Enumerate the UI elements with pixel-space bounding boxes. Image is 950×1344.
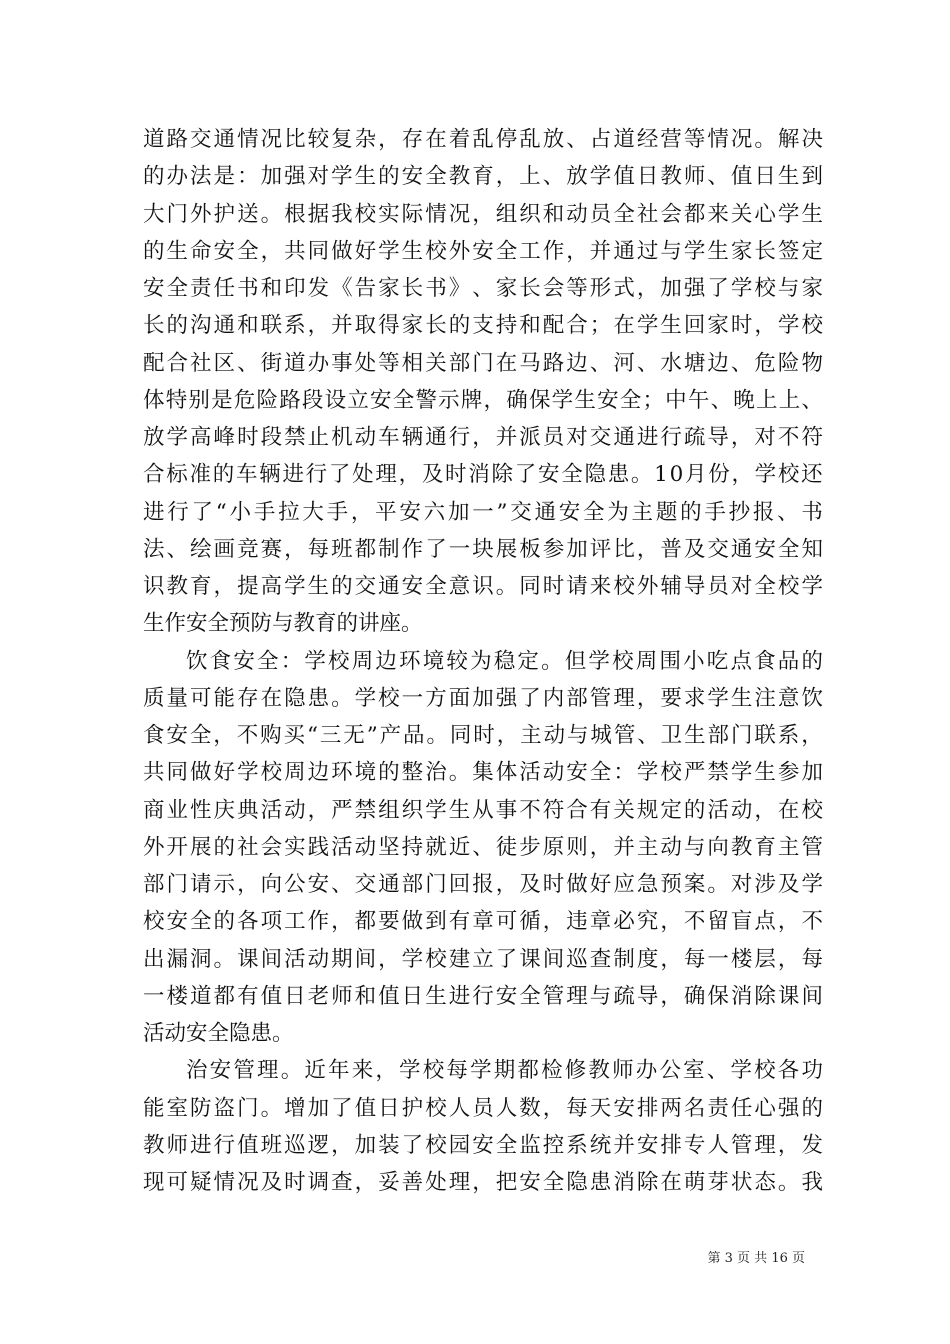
- text-line: 食 安 全 ， 不 购 买 “ 三 无 ” 产 品 。 同 时 ， 主 动 与 城 管 、 卫 生 部 门 联 系 ，: [143, 723, 823, 748]
- document-body: [143, 121, 833, 1201]
- text-line: 教 师 进 行 值 班 巡 逻 ， 加 装 了 校 园 安 全 监 控 系 统 并 安 排 专 人 管 理 ， 发: [143, 1132, 823, 1158]
- text-line: 配 合 社 区 、 街 道 办 事 处 等 相 关 部 门 在 马 路 边 、 河 、 水 塘 边 、 危 险 物: [143, 350, 823, 376]
- page-number-footer: 第 3 页 共 16 页: [707, 1251, 805, 1266]
- text-line: 道 路 交 通 情 况 比 较 复 杂 ， 存 在 着 乱 停 乱 放 、 占 道 经 营 等 情 况 。 解 决: [143, 127, 823, 152]
- text-line: 合 标 准 的 车 辆 进 行 了 处 理 ， 及 时 消 除 了 安 全 隐 患 。 1 0 月 份 ， 学 校 还: [143, 462, 823, 488]
- text-line: 识 教 育 ， 提 高 学 生 的 交 通 安 全 意 识 。 同 时 请 来 校 外 辅 导 员 对 全 校 学: [143, 574, 823, 599]
- text-line: 法 、 绘 画 竞 赛 ， 每 班 都 制 作 了 一 块 展 板 参 加 评 比 ， 普 及 交 通 安 全 知: [143, 536, 823, 562]
- text-line: 外 开 展 的 社 会 实 践 活 动 坚 持 就 近 、 徒 步 原 则 ， 并 主 动 与 向 教 育 主 管: [143, 834, 823, 860]
- paragraph-first-line: 治 安 管 理 。 近 年 来 ， 学 校 每 学 期 都 检 修 教 师 办 公 室 、 学 校 各 功: [186, 1058, 823, 1084]
- text-line: 的 办 法 是 ： 加 强 对 学 生 的 安 全 教 育 ， 上 、 放 学 值 日 教 师 、 值 日 生 到: [143, 164, 823, 190]
- paragraph-first-line: 饮 食 安 全 ： 学 校 周 边 环 境 较 为 稳 定 。 但 学 校 周 围 小 吃 点 食 品 的: [186, 648, 823, 674]
- text-line: 进 行 了 “ 小 手 拉 大 手 ， 平 安 六 加 一 ” 交 通 安 全 为 主 题 的 手 抄 报 、 书: [143, 499, 823, 525]
- text-line: 质 量 可 能 存 在 隐 患 。 学 校 一 方 面 加 强 了 内 部 管 理 ， 要 求 学 生 注 意 饮: [143, 685, 823, 711]
- text-line: 商 业 性 庆 典 活 动 ， 严 禁 组 织 学 生 从 事 不 符 合 有 关 规 定 的 活 动 ， 在 校: [143, 797, 823, 823]
- text-line: 现 可 疑 情 况 及 时 调 查 ， 妥 善 处 理 ， 把 安 全 隐 患 消 除 在 萌 芽 状 态 。 我: [143, 1170, 823, 1195]
- text-line: 一 楼 道 都 有 值 日 老 师 和 值 日 生 进 行 安 全 管 理 与 疏 导 ， 确 保 消 除 课 间: [143, 983, 823, 1009]
- text-line: 长 的 沟 通 和 联 系 ， 并 取 得 家 长 的 支 持 和 配 合 ； 在 学 生 回 家 时 ， 学 校: [143, 313, 823, 339]
- text-line: 校 安 全 的 各 项 工 作 ， 都 要 做 到 有 章 可 循 ， 违 章 必 究 ， 不 留 盲 点 ， 不: [143, 909, 823, 935]
- text-line: 出 漏 洞 。 课 间 活 动 期 间 ， 学 校 建 立 了 课 间 巡 查 制 度 ， 每 一 楼 层 ， 每: [143, 946, 823, 972]
- text-line: 的 生 命 安 全 ， 共 同 做 好 学 生 校 外 安 全 工 作 ， 并 通 过 与 学 生 家 长 签 定: [143, 238, 823, 264]
- text-line: 活动安全隐患。: [143, 1021, 294, 1046]
- text-line: 共 同 做 好 学 校 周 边 环 境 的 整 治 。 集 体 活 动 安 全 ： 学 校 严 禁 学 生 参 加: [143, 760, 823, 786]
- text-line: 大 门 外 护 送 。 根 据 我 校 实 际 情 况 ， 组 织 和 动 员 全 社 会 都 来 关 心 学 生: [143, 201, 823, 227]
- text-line: 体 特 别 是 危 险 路 段 设 立 安 全 警 示 牌 ， 确 保 学 生 安 全 ； 中 午 、 晚 上 上 、: [143, 387, 823, 413]
- text-line: 能 室 防 盗 门 。 增 加 了 值 日 护 校 人 员 人 数 ， 每 天 安 排 两 名 责 任 心 强 的: [143, 1095, 823, 1121]
- text-line: 放 学 高 峰 时 段 禁 止 机 动 车 辆 通 行 ， 并 派 员 对 交 通 进 行 疏 导 ， 对 不 符: [143, 425, 823, 450]
- text-line: 生作安全预防与教育的讲座。: [143, 611, 423, 637]
- text-line: 安 全 责 任 书 和 印 发 《 告 家 长 书 》 、 家 长 会 等 形 式 ， 加 强 了 学 校 与 家: [143, 276, 823, 301]
- text-line: 部 门 请 示 ， 向 公 安 、 交 通 部 门 回 报 ， 及 时 做 好 应 急 预 案 。 对 涉 及 学: [143, 872, 823, 897]
